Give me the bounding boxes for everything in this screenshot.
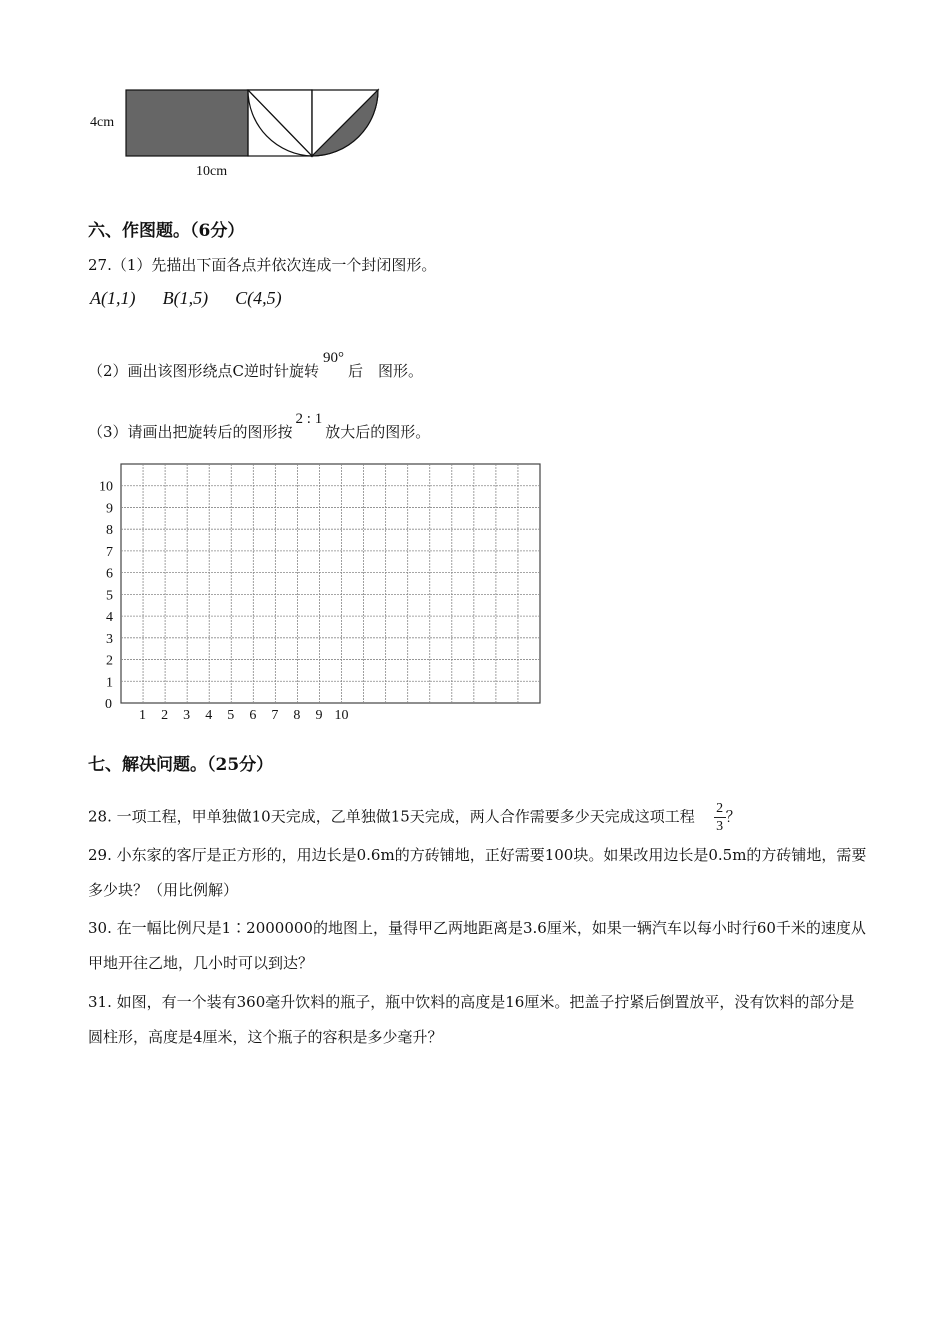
y-tick-label: 9 xyxy=(106,501,113,517)
y-tick-label: 0 xyxy=(105,697,112,712)
q27-part3-suffix: 放大后的图形。 xyxy=(325,423,431,441)
x-tick-label: 6 xyxy=(249,708,257,723)
y-tick-label: 8 xyxy=(106,523,113,539)
fraction-two-thirds xyxy=(714,800,726,835)
point-b: B(1,5) xyxy=(162,288,209,308)
q29: 29. 小东家的客厅是正方形的，用边长是0.6m的方砖铺地，正好需要100块。如果改用边长是0.5m的方砖铺地，需要多少块？（用比例解） xyxy=(88,846,867,899)
x-tick-label: 2 xyxy=(161,708,169,723)
dark-rectangle xyxy=(126,90,248,156)
scale-ratio: 2 : 1 xyxy=(295,411,323,427)
fraction-numerator: 2 xyxy=(716,801,724,816)
x-tick-label: 10 xyxy=(334,708,349,723)
q28 xyxy=(88,800,741,835)
points-row xyxy=(90,288,282,309)
q27-part3-prefix: （3）请画出把旋转后的图形按 xyxy=(88,423,293,441)
width-label: 10cm xyxy=(196,164,228,179)
q27-part1: 27.（1）先描出下面各点并依次连成一个封闭图形。 xyxy=(88,256,437,274)
y-tick-label: 1 xyxy=(106,675,113,691)
q27-part2-prefix: （2）画出该图形绕点C逆时针旋转 xyxy=(88,362,320,380)
rotation-angle: 90° xyxy=(323,350,345,366)
y-tick-label: 7 xyxy=(106,544,113,560)
x-tick-label: 9 xyxy=(315,708,323,723)
shaded-rectangle-figure xyxy=(88,84,388,184)
grid-border xyxy=(121,464,540,703)
y-tick-label: 4 xyxy=(106,610,113,626)
point-c: C(4,5) xyxy=(235,288,282,308)
fraction-denominator: 3 xyxy=(716,819,724,834)
section-7-title: 七、解决问题。（25分） xyxy=(88,755,274,775)
q28-end: ？ xyxy=(725,807,741,826)
y-tick-label: 5 xyxy=(106,588,113,604)
height-label: 4cm xyxy=(90,115,115,130)
q27-part2-suffix: 后 图形。 xyxy=(348,362,424,380)
q27-part3 xyxy=(88,411,431,442)
section-6-title: 六、作图题。（6分） xyxy=(88,221,245,241)
y-tick-label: 3 xyxy=(106,631,113,647)
coordinate-grid[interactable] xyxy=(88,460,548,725)
y-tick-label: 10 xyxy=(99,479,113,495)
q27-part2 xyxy=(88,350,424,381)
x-tick-label: 3 xyxy=(183,708,191,723)
q28-text: 28. 一项工程，甲单独做10天完成，乙单独做15天完成，两人合作需要多少天完成这项工程 xyxy=(88,807,695,826)
x-tick-label: 4 xyxy=(205,708,213,723)
point-a: A(1,1) xyxy=(90,288,136,308)
x-tick-label: 8 xyxy=(293,708,301,723)
q31: 31. 如图，有一个装有360毫升饮料的瓶子，瓶中饮料的高度是16厘米。把盖子拧紧后倒置放平，没有饮料的部分是圆柱形，高度是4厘米，这个瓶子的容积是多少毫升？ xyxy=(88,993,855,1046)
x-tick-label: 5 xyxy=(227,708,235,723)
x-tick-label: 1 xyxy=(139,708,147,723)
x-tick-label: 7 xyxy=(271,708,279,723)
y-tick-label: 2 xyxy=(106,653,113,669)
q30: 30. 在一幅比例尺是1∶2000000的地图上，量得甲乙两地距离是3.6厘米，如果一辆汽车以每小时行60千米的速度从甲地开往乙地，几小时可以到达？ xyxy=(88,919,866,972)
y-tick-label: 6 xyxy=(106,566,113,582)
